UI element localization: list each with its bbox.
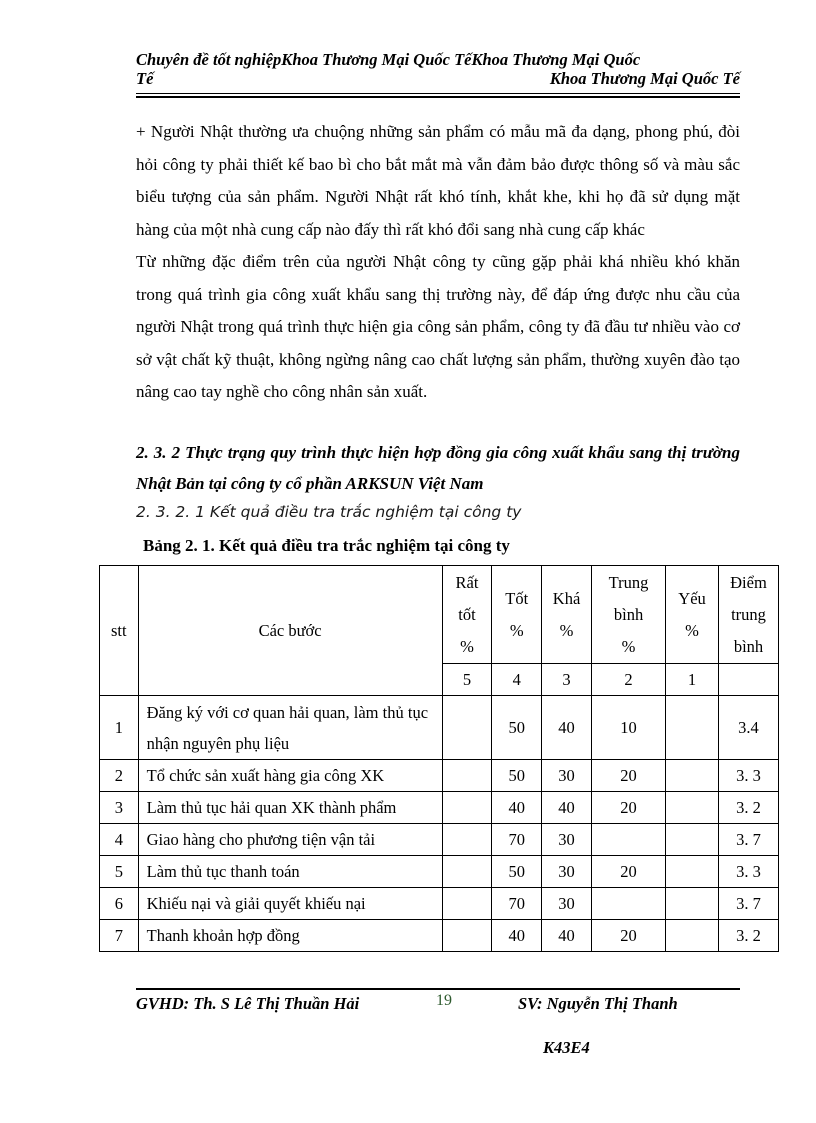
header-rule-thick	[136, 96, 740, 98]
paragraph-1: + Người Nhật thường ưa chuộng những sản phẩm có mẫu mã đa dạng, phong phú, đòi hỏi công ty phải thiết kế bao bì cho bắt mắt mà vẫn đảm bảo được thông số và màu sắc biểu tượng của sản phẩm. Người Nhật rất khó tính, khắt khe, khi họ đã sử dụng mặt hàng của một nhà cung cấp nào đấy thì rất khó đổi sang nhà cung cấp khác	[136, 122, 740, 239]
row-weak	[666, 888, 719, 920]
row-fair: 30	[542, 760, 592, 792]
row-average: 10	[591, 696, 665, 760]
table-row	[100, 760, 779, 792]
row-very-good	[442, 696, 492, 760]
header-very-good: Rất tốt %	[442, 566, 492, 664]
scale-cell-empty	[718, 664, 778, 696]
row-score: 3. 7	[718, 888, 778, 920]
table-row	[100, 888, 779, 920]
row-weak	[666, 696, 719, 760]
header-average: Trung bình %	[591, 566, 665, 664]
row-weak	[666, 824, 719, 856]
row-stt: 2	[100, 760, 139, 792]
row-stt: 3	[100, 792, 139, 824]
table-row	[100, 792, 779, 824]
row-step: Thanh khoản hợp đồng	[138, 920, 442, 952]
scale-cell: 4	[492, 664, 542, 696]
row-average	[591, 888, 665, 920]
row-weak	[666, 760, 719, 792]
row-weak	[666, 792, 719, 824]
row-score: 3.4	[718, 696, 778, 760]
row-fair: 40	[542, 792, 592, 824]
row-very-good	[442, 824, 492, 856]
row-good: 50	[492, 696, 542, 760]
scale-cell: 3	[542, 664, 592, 696]
row-very-good	[442, 760, 492, 792]
row-very-good	[442, 920, 492, 952]
row-average	[591, 824, 665, 856]
table-row	[100, 824, 779, 856]
row-good: 50	[492, 760, 542, 792]
row-average: 20	[591, 856, 665, 888]
row-very-good	[442, 888, 492, 920]
subsection-heading: 2. 3. 2. 1 Kết quả điều tra trắc nghiệm tại công ty	[136, 503, 522, 521]
header-rule-thin	[136, 93, 740, 94]
row-average: 20	[591, 792, 665, 824]
row-score: 3. 7	[718, 824, 778, 856]
row-step: Giao hàng cho phương tiện vận tải	[138, 824, 442, 856]
row-fair: 30	[542, 856, 592, 888]
row-stt: 7	[100, 920, 139, 952]
row-good: 70	[492, 888, 542, 920]
header-fair: Khá %	[542, 566, 592, 664]
body-text	[136, 116, 740, 409]
row-fair: 40	[542, 920, 592, 952]
row-step: Làm thủ tục thanh toán	[138, 856, 442, 888]
row-step: Đăng ký với cơ quan hải quan, làm thủ tục nhận nguyên phụ liệu	[138, 696, 442, 760]
row-good: 40	[492, 920, 542, 952]
row-score: 3. 3	[718, 760, 778, 792]
scale-cell: 1	[666, 664, 719, 696]
row-good: 70	[492, 824, 542, 856]
row-weak	[666, 856, 719, 888]
table-row	[100, 920, 779, 952]
footer-student: SV: Nguyễn Thị Thanh	[518, 994, 678, 1013]
header-line-2	[136, 69, 740, 88]
row-fair: 40	[542, 696, 592, 760]
table-row	[100, 856, 779, 888]
row-good: 40	[492, 792, 542, 824]
row-very-good	[442, 792, 492, 824]
row-score: 3. 2	[718, 920, 778, 952]
row-very-good	[442, 856, 492, 888]
table-row	[100, 696, 779, 760]
row-step: Làm thủ tục hải quan XK thành phẩm	[138, 792, 442, 824]
row-score: 3. 3	[718, 856, 778, 888]
row-average: 20	[591, 760, 665, 792]
row-stt: 6	[100, 888, 139, 920]
scale-cell: 5	[442, 664, 492, 696]
header-line-1: Chuyên đề tốt nghiệpKhoa Thương Mại Quốc TếKhoa Thương Mại Quốc	[136, 50, 641, 69]
footer-class: K43E4	[543, 1038, 590, 1057]
header-good: Tốt %	[492, 566, 542, 664]
scale-cell: 2	[591, 664, 665, 696]
row-step: Khiếu nại và giải quyết khiếu nại	[138, 888, 442, 920]
header-steps: Các bước	[138, 566, 442, 696]
row-fair: 30	[542, 824, 592, 856]
table-header-row	[100, 566, 779, 664]
row-average: 20	[591, 920, 665, 952]
row-stt: 4	[100, 824, 139, 856]
header-weak: Yếu %	[666, 566, 719, 664]
footer-supervisor: GVHD: Th. S Lê Thị Thuần Hải	[136, 994, 360, 1013]
row-fair: 30	[542, 888, 592, 920]
header-line-2-right: Khoa Thương Mại Quốc Tế	[549, 69, 740, 88]
table-caption: Bảng 2. 1. Kết quả điều tra trắc nghiệm tại công ty	[143, 536, 510, 555]
row-weak	[666, 920, 719, 952]
row-good: 50	[492, 856, 542, 888]
paragraph-2: Từ những đặc điểm trên của người Nhật công ty cũng gặp phải khá nhiều khó khăn trong quá trình gia công xuất khẩu sang thị trường này, để đáp ứng được nhu cầu của người Nhật trong quá trình thực hiện gia công sản phẩm, công ty đã đầu tư nhiều vào cơ sở vật chất kỹ thuật, không ngừng nâng cao chất lượng sản phẩm, thường xuyên đào tạo nâng cao tay nghề cho công nhân sản xuất.	[136, 252, 740, 401]
row-stt: 1	[100, 696, 139, 760]
header-line-2-left: Tế	[136, 69, 154, 88]
footer-rule	[136, 988, 740, 990]
survey-results-table	[99, 565, 779, 952]
header-average-score: Điểm trung bình	[718, 566, 778, 664]
page-header	[136, 50, 740, 88]
row-step: Tổ chức sản xuất hàng gia công XK	[138, 760, 442, 792]
header-stt: stt	[100, 566, 139, 696]
page-number: 19	[436, 992, 452, 1009]
section-heading: 2. 3. 2 Thực trạng quy trình thực hiện hợp đồng gia công xuất khẩu sang thị trường Nhật Bản tại công ty cổ phần ARKSUN Việt Nam	[136, 443, 740, 493]
row-stt: 5	[100, 856, 139, 888]
row-score: 3. 2	[718, 792, 778, 824]
